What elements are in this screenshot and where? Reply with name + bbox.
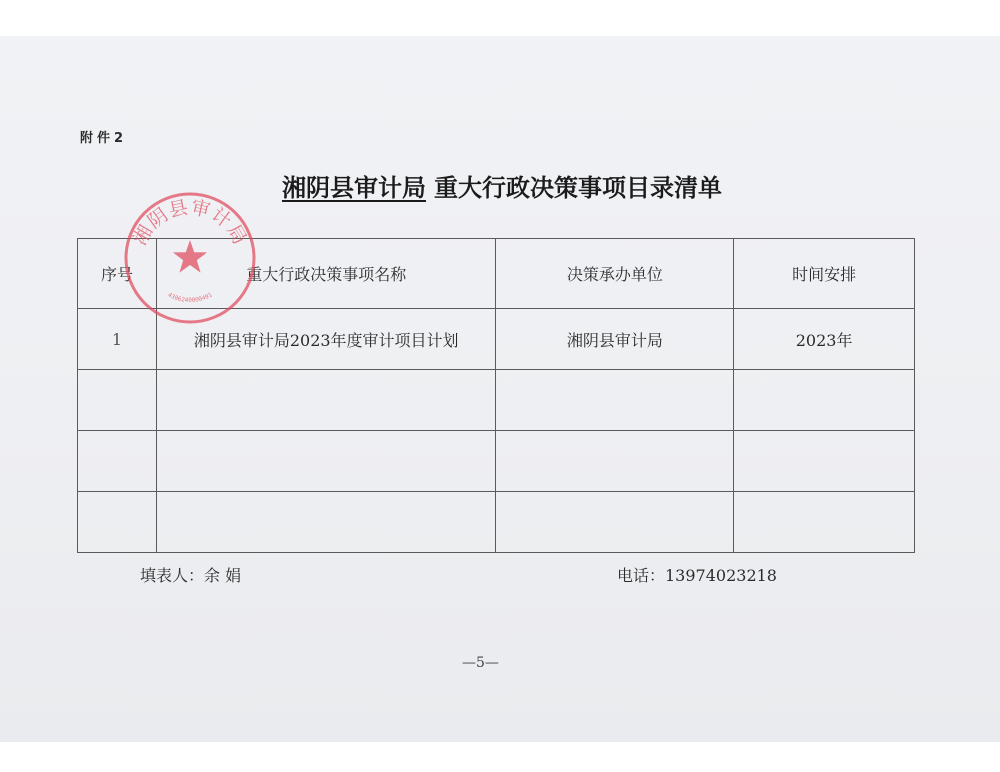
cell-item-name — [156, 431, 496, 492]
cell-seq: 1 — [78, 309, 157, 370]
cell-item-name: 湘阴县审计局2023年度审计项目计划 — [156, 309, 496, 370]
title-organization: 湘阴县审计局 — [282, 174, 426, 202]
title-text: 重大行政决策事项目录清单 — [434, 174, 722, 202]
header-seq: 序号 — [78, 239, 157, 309]
seal-code: 4306240000491 — [166, 291, 214, 305]
cell-item-name — [156, 370, 496, 431]
attachment-label: 附件2 — [80, 131, 128, 146]
cell-seq — [78, 492, 157, 553]
cell-seq — [78, 370, 157, 431]
cell-unit — [496, 370, 734, 431]
seal-text: 湘阴县审计局 — [128, 196, 252, 250]
header-item-name: 重大行政决策事项名称 — [156, 239, 496, 309]
cell-schedule — [734, 492, 915, 553]
filler-info: 填表人：余 娟 — [140, 566, 242, 585]
table-header-row — [78, 239, 915, 309]
cell-schedule — [734, 431, 915, 492]
decision-catalog-table — [77, 238, 915, 553]
header-unit: 决策承办单位 — [496, 239, 734, 309]
header-schedule: 时间安排 — [734, 239, 915, 309]
table-row — [78, 492, 915, 553]
cell-schedule: 2023年 — [734, 309, 915, 370]
page-number: —5— — [462, 655, 499, 671]
table-row — [78, 370, 915, 431]
cell-unit — [496, 492, 734, 553]
cell-schedule — [734, 370, 915, 431]
table-row — [78, 309, 915, 370]
cell-unit — [496, 431, 734, 492]
document-title — [282, 168, 722, 203]
table-row — [78, 431, 915, 492]
cell-seq — [78, 431, 157, 492]
cell-item-name — [156, 492, 496, 553]
phone-info: 电话：13974023218 — [617, 566, 777, 585]
cell-unit: 湘阴县审计局 — [496, 309, 734, 370]
